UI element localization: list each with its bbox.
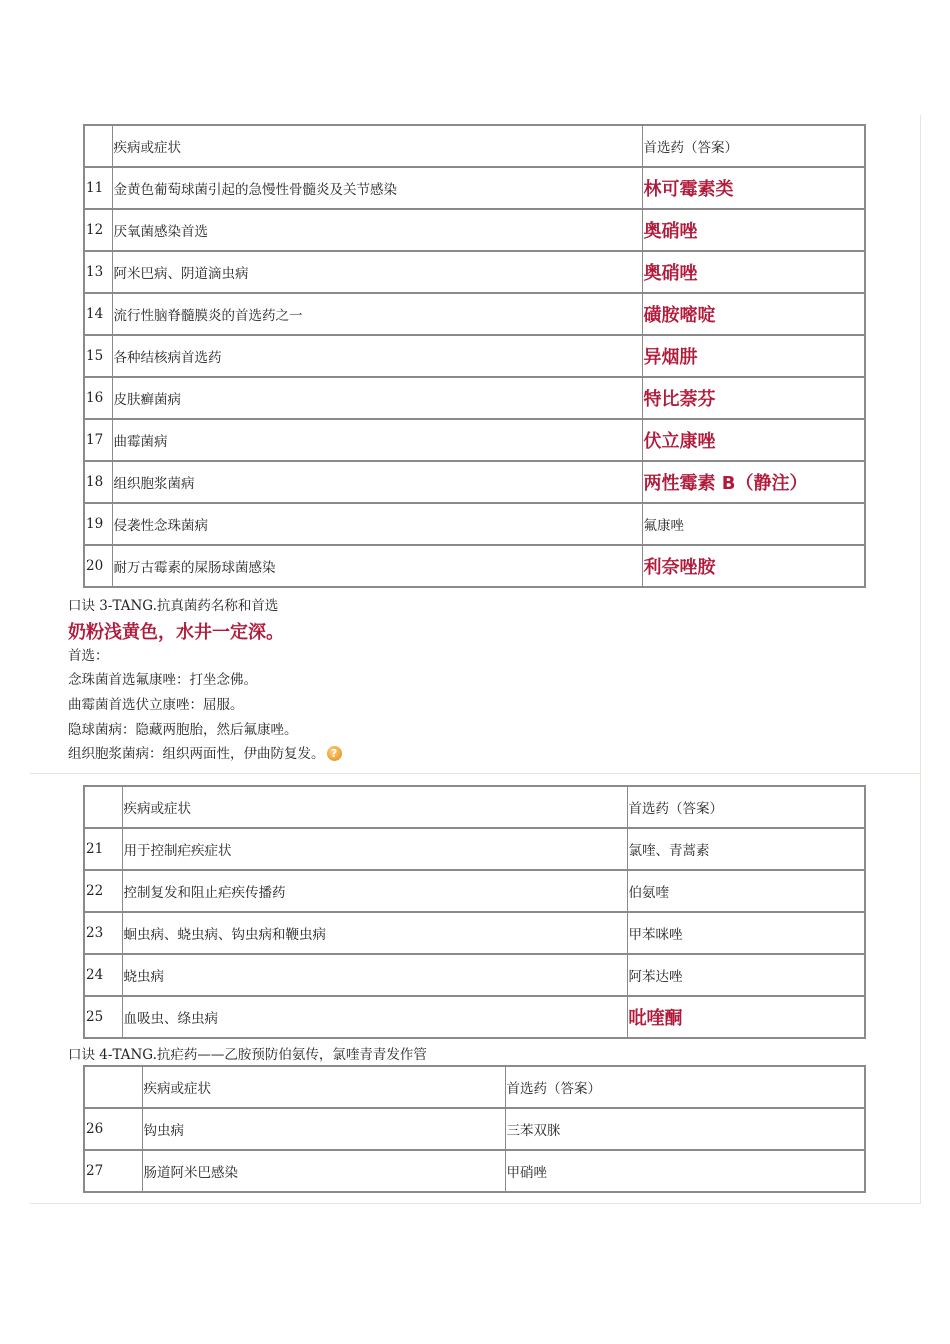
drug-cell <box>642 209 865 251</box>
table-row <box>84 503 865 545</box>
mnemonic-line-last <box>68 742 342 762</box>
drug-cell <box>642 461 865 503</box>
drug-cell <box>505 1108 865 1150</box>
header-num-cell <box>84 786 122 828</box>
drug-cell <box>505 1150 865 1192</box>
row-num-cell-text: 21 <box>86 841 104 857</box>
table-row <box>84 335 865 377</box>
row-num-cell-text: 20 <box>86 558 104 574</box>
row-num-cell-text: 24 <box>86 967 104 983</box>
disease-cell-text: 金黄色葡萄球菌引起的急慢性骨髓炎及关节感染 <box>113 182 397 198</box>
table-row <box>84 996 865 1038</box>
row-num-cell <box>84 912 122 954</box>
row-num-cell-text: 22 <box>86 883 104 899</box>
drug-cell-text: 磺胺嘧啶 <box>643 305 716 326</box>
row-num-cell-text: 16 <box>86 390 104 406</box>
row-num-cell <box>84 828 122 870</box>
table-row <box>84 1108 865 1150</box>
table-row <box>84 912 865 954</box>
drug-cell-text: 氯喹、青蒿素 <box>628 843 710 859</box>
table-header-row <box>84 786 865 828</box>
disease-cell <box>112 419 642 461</box>
drug-cell <box>642 251 865 293</box>
table-row <box>84 828 865 870</box>
help-icon[interactable]: ? <box>327 746 342 761</box>
row-num-cell <box>84 954 122 996</box>
drug-cell <box>642 293 865 335</box>
header-drug-cell <box>505 1066 865 1108</box>
row-num-cell-text: 26 <box>86 1121 104 1137</box>
disease-cell <box>122 912 627 954</box>
drug-cell <box>642 503 865 545</box>
row-num-cell <box>84 209 112 251</box>
disease-cell <box>112 209 642 251</box>
mnemonic-3-slogan: 奶粉浅黄色，水井一定深。 <box>68 622 284 643</box>
drug-cell-text: 异烟肼 <box>643 347 698 368</box>
header-num-cell <box>84 1066 142 1108</box>
drug-cell-text: 奥硝唑 <box>643 221 698 242</box>
drug-cell <box>627 954 865 996</box>
drug-cell-text: 阿苯达唑 <box>628 969 683 985</box>
row-num-cell-text: 23 <box>86 925 104 941</box>
row-num-cell-text: 19 <box>86 516 104 532</box>
disease-cell-text: 耐万古霉素的屎肠球菌感染 <box>113 560 276 576</box>
mnemonic-3-title: 口诀 3-TANG.抗真菌药名称和首选 <box>68 598 279 614</box>
disease-cell <box>112 293 642 335</box>
drug-cell <box>627 912 865 954</box>
drug-table-3 <box>83 1065 866 1193</box>
disease-cell-text: 皮肤癣菌病 <box>113 392 181 408</box>
disease-cell <box>112 335 642 377</box>
mnemonic-line: 隐球菌病：隐藏两胞胎，然后氟康唑。 <box>68 722 298 738</box>
table-row <box>84 209 865 251</box>
drug-cell-text: 甲硝唑 <box>506 1165 547 1181</box>
drug-cell-text: 奥硝唑 <box>643 263 698 284</box>
header-num-cell <box>84 125 112 167</box>
disease-cell-text: 组织胞浆菌病 <box>113 476 195 492</box>
drug-table-2 <box>83 785 866 1039</box>
row-num-cell-text: 11 <box>86 180 104 196</box>
drug-cell <box>627 870 865 912</box>
row-num-cell <box>84 377 112 419</box>
drug-cell <box>627 828 865 870</box>
drug-cell <box>627 996 865 1038</box>
row-num-cell <box>84 1150 142 1192</box>
disease-cell-text: 控制复发和阻止疟疾传播药 <box>123 885 286 901</box>
row-num-cell-text: 13 <box>86 264 104 280</box>
drug-cell-text: 伏立康唑 <box>643 431 716 452</box>
table-row <box>84 954 865 996</box>
row-num-cell <box>84 1108 142 1150</box>
table-row <box>84 419 865 461</box>
disease-cell-text: 肠道阿米巴感染 <box>143 1165 238 1181</box>
disease-cell <box>112 503 642 545</box>
table-row <box>84 293 865 335</box>
row-num-cell <box>84 167 112 209</box>
drug-cell-text: 利奈唑胺 <box>643 557 716 578</box>
row-num-cell <box>84 545 112 587</box>
mnemonic-line: 首选： <box>68 648 109 664</box>
disease-cell <box>142 1108 505 1150</box>
drug-cell-text: 两性霉素 B（静注） <box>643 473 808 494</box>
disease-cell <box>122 954 627 996</box>
disease-cell-text: 流行性脑脊髓膜炎的首选药之一 <box>113 308 303 324</box>
disease-cell <box>142 1150 505 1192</box>
row-num-cell <box>84 251 112 293</box>
drug-cell <box>642 419 865 461</box>
disease-cell-text: 血吸虫、绦虫病 <box>123 1011 218 1027</box>
table-row <box>84 377 865 419</box>
row-num-cell <box>84 870 122 912</box>
header-drug-cell-text: 首选药（答案） <box>628 801 723 817</box>
disease-cell-text: 曲霉菌病 <box>113 434 168 450</box>
row-num-cell <box>84 335 112 377</box>
header-disease-cell <box>142 1066 505 1108</box>
row-num-cell-text: 25 <box>86 1009 104 1025</box>
mnemonic-4-title: 口诀 4-TANG.抗疟药——乙胺预防伯氨传，氯喹青青发作管 <box>68 1047 427 1063</box>
disease-cell-text: 用于控制疟疾症状 <box>123 843 232 859</box>
row-num-cell-text: 27 <box>86 1163 104 1179</box>
drug-cell-text: 特比萘芬 <box>643 389 716 410</box>
drug-cell-text: 氟康唑 <box>643 518 684 534</box>
drug-cell <box>642 545 865 587</box>
row-num-cell <box>84 996 122 1038</box>
disease-cell <box>112 461 642 503</box>
disease-cell <box>122 828 627 870</box>
disease-cell-text: 蛲虫病 <box>123 969 164 985</box>
header-drug-cell <box>627 786 865 828</box>
header-drug-cell-text: 首选药（答案） <box>506 1081 601 1097</box>
disease-cell <box>112 167 642 209</box>
table-header-row <box>84 125 865 167</box>
header-disease-cell-text: 疾病或症状 <box>123 801 191 817</box>
table-row <box>84 251 865 293</box>
disease-cell-text: 蛔虫病、蛲虫病、钩虫病和鞭虫病 <box>123 927 326 943</box>
drug-cell-text: 三苯双脒 <box>506 1123 561 1139</box>
header-disease-cell <box>112 125 642 167</box>
row-num-cell-text: 15 <box>86 348 104 364</box>
header-disease-cell <box>122 786 627 828</box>
disease-cell-text: 钩虫病 <box>143 1123 184 1139</box>
disease-cell-text: 厌氧菌感染首选 <box>113 224 208 240</box>
drug-table-1 <box>83 124 866 588</box>
row-num-cell-text: 12 <box>86 222 104 238</box>
disease-cell <box>112 545 642 587</box>
row-num-cell <box>84 293 112 335</box>
disease-cell-text: 阿米巴病、阴道滴虫病 <box>113 266 249 282</box>
header-drug-cell-text: 首选药（答案） <box>643 140 738 156</box>
row-num-cell <box>84 419 112 461</box>
row-num-cell-text: 17 <box>86 432 104 448</box>
drug-cell-text: 甲苯咪唑 <box>628 927 683 943</box>
drug-cell-text: 吡喹酮 <box>628 1008 683 1029</box>
table-row <box>84 870 865 912</box>
drug-cell <box>642 335 865 377</box>
drug-cell-text: 林可霉素类 <box>643 179 734 200</box>
row-num-cell-text: 14 <box>86 306 104 322</box>
disease-cell <box>112 377 642 419</box>
mnemonic-line-text: 组织胞浆菌病：组织两面性，伊曲防复发。 <box>68 746 325 762</box>
table-row <box>84 1150 865 1192</box>
mnemonic-line: 念珠菌首选氟康唑：打坐念佛。 <box>68 672 257 688</box>
row-num-cell-text: 18 <box>86 474 104 490</box>
table-row <box>84 461 865 503</box>
table-header-row <box>84 1066 865 1108</box>
table-row <box>84 545 865 587</box>
drug-cell <box>642 377 865 419</box>
disease-cell-text: 侵袭性念珠菌病 <box>113 518 208 534</box>
disease-cell <box>112 251 642 293</box>
table-row <box>84 167 865 209</box>
drug-cell <box>642 167 865 209</box>
drug-cell-text: 伯氨喹 <box>628 885 669 901</box>
disease-cell-text: 各种结核病首选药 <box>113 350 222 366</box>
header-drug-cell <box>642 125 865 167</box>
row-num-cell <box>84 461 112 503</box>
row-num-cell <box>84 503 112 545</box>
disease-cell <box>122 870 627 912</box>
mnemonic-line: 曲霉菌首选伏立康唑：屈服。 <box>68 697 244 713</box>
header-disease-cell-text: 疾病或症状 <box>143 1081 211 1097</box>
disease-cell <box>122 996 627 1038</box>
header-disease-cell-text: 疾病或症状 <box>113 140 181 156</box>
